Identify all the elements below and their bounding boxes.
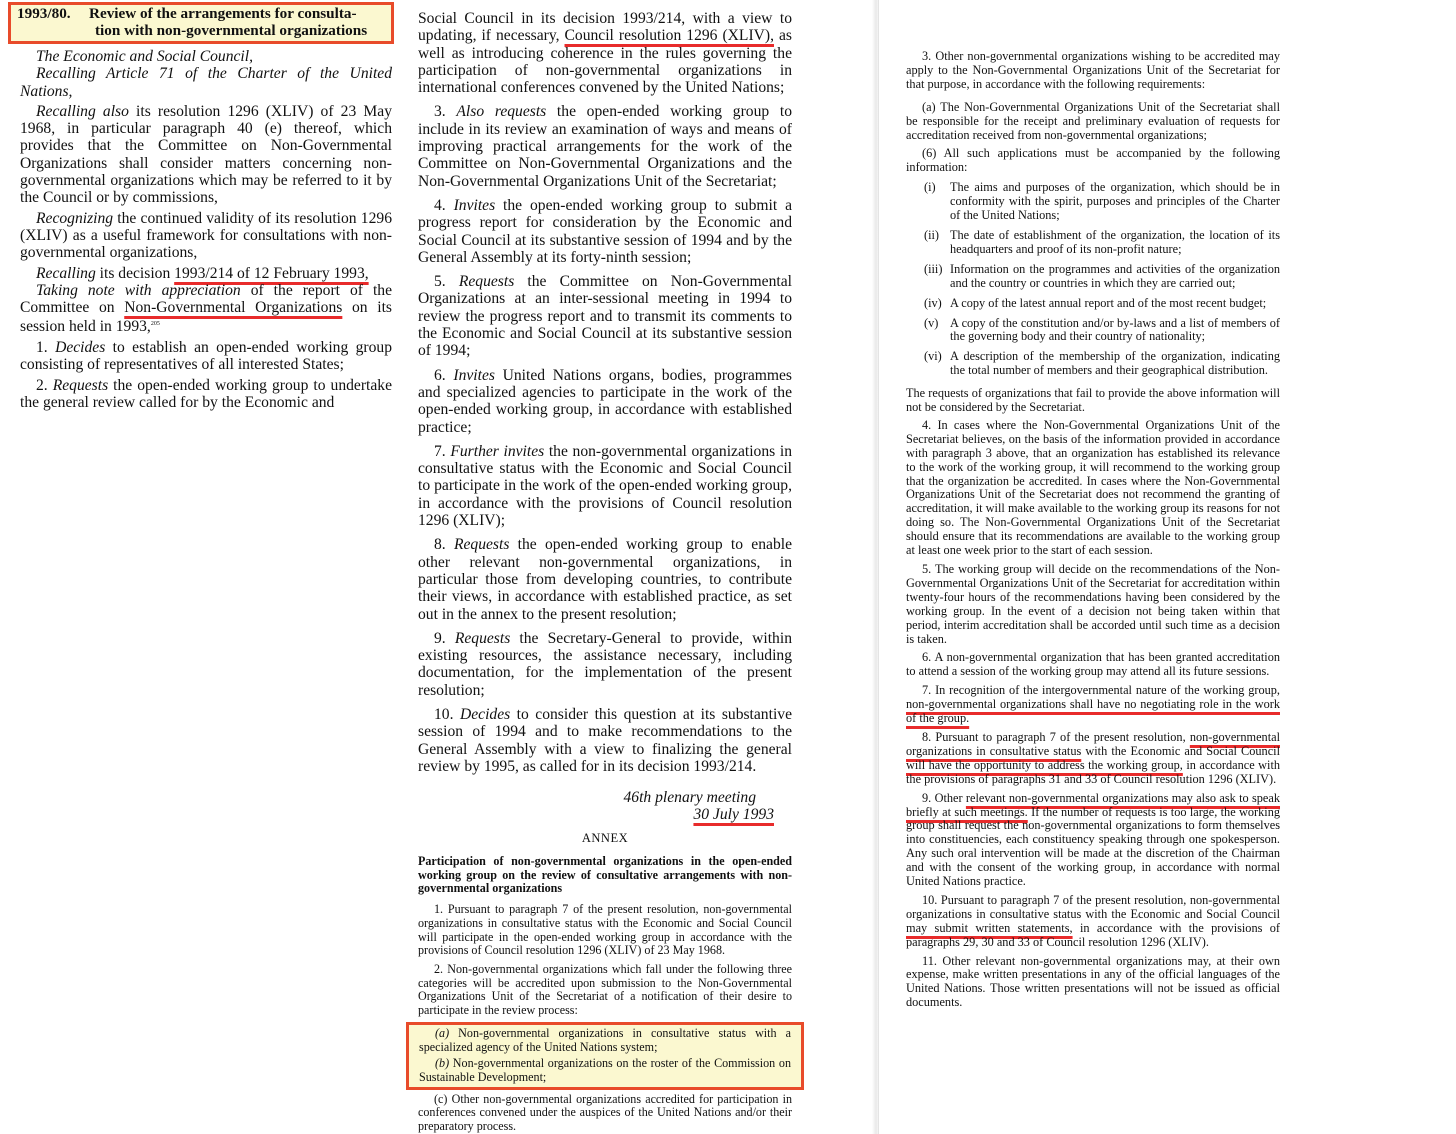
- speak-briefly-underlined: relevant non-governmental organizations may also ask to speak briefly at such meetings.: [906, 790, 1280, 819]
- para-5-num: 5.: [434, 273, 459, 291]
- annex-para-10-a: 10. Pursuant to paragraph 7 of the present resolution, non-governmental organizations in consultative status with the Economic and Social Council: [906, 892, 1280, 921]
- category-a: [419, 1027, 791, 1054]
- para-recalling-also: [20, 103, 392, 207]
- annex-para-1: 1. Pursuant to paragraph 7 of the present resolution, non-governmental organizations in consultative status with the Economic and Social Council will participate in the open-ended working group in accordance with the provisions of Council resolution 1296 (XLIV) of 23 May 1968.: [418, 902, 792, 958]
- requirement-item: [906, 297, 1280, 311]
- decision-date-underlined: 1993/214 of 12 February 1993,: [174, 264, 369, 282]
- annex-para-8: [906, 731, 1280, 787]
- para-1-verb: Decides: [55, 338, 106, 356]
- recalling-also-label: Recalling also: [36, 102, 129, 120]
- para-2-verb: Requests: [52, 376, 109, 394]
- category-b: [419, 1057, 791, 1084]
- para-recognizing: [20, 210, 392, 262]
- requirement-label: (iv): [924, 295, 942, 310]
- para-3: [418, 103, 792, 189]
- no-negotiating-role-underlined: non-governmental organizations shall have no negotiating role in the work of the group.: [906, 697, 1280, 726]
- para-5-text: the Committee on Non-Governmental Organizations at an inter-sessional meeting in 1994 to review the progress report and to transmit its comments to the Economic and Social Council at its substantive session of 1994;: [418, 273, 792, 360]
- para-2-num: 2.: [36, 376, 53, 394]
- council-resolution-underlined: Council resolution 1296 (XLIV),: [564, 27, 774, 45]
- para-2-cont: [418, 10, 792, 96]
- para-9-text: the Secretary-General to provide, within existing resources, the assistance necessary, including documentation, for the implementation of the present resolution;: [418, 629, 792, 699]
- highlighted-categories-box: [406, 1022, 804, 1090]
- requirements-list: [906, 181, 1280, 378]
- annex-para-9-a: 9. Other: [922, 790, 966, 805]
- para-6-text: United Nations organs, bodies, programmes and specialized agencies to participate in the work of the open-ended working group, in accordance with established practice;: [418, 366, 792, 436]
- para-3-num: 3.: [434, 103, 457, 121]
- requirement-label: (ii): [924, 227, 940, 242]
- requirement-label: (vi): [924, 349, 942, 364]
- annex-para-8-e: in accordance with the provisions of paragraphs 31 and 33 of Council resolution 1296 (XLIV).: [906, 757, 1281, 786]
- requirement-item: [906, 229, 1280, 257]
- annex-para-8-a: 8. Pursuant to paragraph 7 of the present resolution,: [922, 729, 1190, 744]
- para-7-text: the non-governmental organizations in consultative status with the Economic and Social Council to participate in the work of the open-ended working group, in accordance with the provisions of Council resolution 1296 (XLIV);: [418, 442, 792, 530]
- annex-para-5: 5. The working group will decide on the recommendations of the Non-Governmental Organizations Unit of the Secretariat for accreditation within twenty-four hours of the recommendations having been considered by the working group. In the event of a decision not being taken within that period, interim accreditation shall be accorded until such time as a decision is taken.: [906, 562, 1280, 646]
- annex-heading: ANNEX: [581, 830, 629, 845]
- requirement-item: [906, 350, 1280, 378]
- resolution-title: [8, 2, 394, 44]
- para-recalling-decision: [20, 265, 392, 282]
- requirement-item: [906, 263, 1280, 291]
- requirement-text: The date of establishment of the organization, the location of its headquarters and proof of its non-profit nature;: [950, 227, 1280, 256]
- para-recalling-text: Recalling Article 71 of the Charter of the United Nations,: [20, 65, 392, 100]
- recognizing-text: the continued validity of its resolution 1296 (XLIV) as a useful framework for consultations with non-governmental organizations,: [20, 209, 392, 262]
- written-statements-underlined: may submit written statements,: [906, 920, 1073, 935]
- recalling-decision-text: its decision: [95, 264, 175, 282]
- para-taking-note: [20, 282, 392, 336]
- para-8: [418, 536, 792, 622]
- requirement-text: A copy of the constitution and/or by-laws and a list of members of the governing body and their country of nationality;: [950, 315, 1280, 344]
- footnote-ref: 205: [150, 321, 160, 328]
- title-line-2: tion with non-governmental organizations: [95, 22, 368, 39]
- annex-body: [418, 855, 792, 1134]
- para-1-text: to establish an open-ended working group consisting of representatives of all interested States;: [20, 338, 392, 374]
- annex-para-9: [906, 792, 1280, 889]
- para-2-text: the open-ended working group to undertake the general review called for by the Economic and: [20, 376, 393, 411]
- para-8-num: 8.: [434, 536, 454, 554]
- para-3-text: the open-ended working group to include in its review an examination of ways and means of improving practical arrangements for the work of the Committee on Non-Governmental Organizations and the Non-Governmental Organizations Unit of the Secretariat;: [418, 103, 793, 190]
- requirement-label: (iii): [924, 261, 943, 276]
- requirement-label: (i): [924, 180, 936, 195]
- para-2-cont-c: as well as introducing coherence in the rules governing the participation of non-governmental organizations in international conferences convened by the United Nations;: [418, 27, 792, 97]
- taking-note-end: on its session held in 1993,: [20, 299, 393, 336]
- taking-note-text: of the report of the Committee on: [20, 281, 392, 317]
- title-line-1: Review of the arrangements for consulta-: [89, 5, 357, 22]
- meeting-date-line: [418, 806, 792, 823]
- requirement-text: A copy of the latest annual report and of the most recent budget;: [950, 295, 1267, 310]
- category-b-text: Non-governmental organizations on the roster of the Commission on Sustainable Development;: [419, 1056, 791, 1084]
- annex-para-11: 11. Other relevant non-governmental organizations may, at their own expense, make written presentations in any of the official languages of the United Nations. Those written presentations will not be issued as official documents.: [906, 953, 1280, 1010]
- meeting-date: 30 July 1993: [693, 806, 774, 824]
- para-7: [418, 443, 792, 529]
- recalling-also-text: its resolution 1296 (XLIV) of 23 May 1968, in particular paragraph 40 (e) thereof, which provides that the Committee on Non-Governmental Organizations shall consider matters concerning non-governmental organizations which may be referred to it by the Council or by commissions,: [20, 102, 392, 207]
- para-1-num: 1.: [36, 338, 56, 356]
- requirement-text: Information on the programmes and activities of the organization and the country or countries in which they are carried out;: [950, 261, 1280, 290]
- para-2-cont-a: Social Council in its decision 1993/214, with a view to updating, if necessary,: [418, 10, 792, 45]
- column-1: [17, 5, 393, 411]
- annex-para-10: [906, 894, 1280, 950]
- para-10-verb: Decides: [459, 705, 511, 723]
- para-3-verb: Also requests: [456, 103, 547, 121]
- recalling-label: Recalling: [36, 264, 96, 282]
- annex-title-text: Participation of non-governmental organizations in the open-ended working group on the review of consultative arrangements with non-governmental organizations: [418, 854, 792, 896]
- para-10: [418, 706, 792, 775]
- annex-para-7: [906, 684, 1280, 726]
- para-7-num: 7.: [434, 442, 451, 460]
- consultative-status-underlined: non-governmental organizations in consultative status: [906, 729, 1280, 758]
- recognizing-label: Recognizing: [36, 209, 114, 227]
- category-c: (c) Other non-governmental organizations accredited for participation in conferences convened under the auspices of the United Nations and/or their preparatory process.: [418, 1091, 792, 1134]
- requirement-label: (v): [924, 315, 939, 330]
- resolution-number: 1993/80.: [17, 5, 71, 22]
- para-9-num: 9.: [434, 629, 455, 647]
- para-4: [418, 197, 792, 266]
- para-8-text: the open-ended working group to enable other relevant non-governmental organizations, in particular those from developing countries, to contribute their views, in accordance with established practice, as set out in the annex to the present resolution;: [418, 536, 792, 623]
- para-6: [418, 367, 792, 436]
- taking-note-label: Taking note with appreciation: [36, 281, 241, 299]
- council-preamble: The Economic and Social Council,: [36, 48, 253, 65]
- requirement-item: [906, 181, 1280, 223]
- para-6-num: 6.: [434, 366, 454, 384]
- annex-para-10-c: in accordance with the provisions of paragraphs 29, 30 and 33 of Council resolution 1296 (XLIV).: [906, 920, 1281, 949]
- para-4-text: the open-ended working group to submit a progress report for consideration by the Economic and Social Council at its substantive session of 1994 and by the General Assembly at its forty-ninth session;: [418, 196, 792, 266]
- category-b-label: (b): [435, 1056, 450, 1071]
- column-3: [906, 50, 1280, 1010]
- para-7-verb: Further invites: [450, 442, 545, 460]
- requests-note: The requests of organizations that fail to provide the above information will not be considered by the Secretariat.: [906, 386, 1280, 415]
- para-2: [20, 377, 392, 412]
- para-8-verb: Requests: [453, 536, 510, 554]
- annex-para-9-c: If the number of requests is too large, the working group shall request the non-governmental organizations to form themselves into constituencies, each constituency speaking through one spokesperson. Any such oral intervention will be made at the discretion of the Chairman and with the consent of the working group, in accordance with normal United Nations practice.: [906, 804, 1280, 889]
- para-1: [20, 339, 392, 374]
- column-2: [418, 10, 792, 1134]
- para-4-num: 4.: [434, 196, 454, 214]
- annex-para-3a: (a) The Non-Governmental Organizations Unit of the Secretariat shall be responsible for the receipt and preliminary evaluation of requests for accreditation received from non-governmental organizations;: [906, 99, 1280, 142]
- para-6-verb: Invites: [453, 366, 495, 384]
- annex-para-3b: (6) All such applications must be accompanied by the following information:: [906, 146, 1280, 175]
- para-5-verb: Requests: [458, 273, 515, 291]
- para-9-verb: Requests: [454, 629, 511, 647]
- annex-para-8-c: with the Economic and Social Council: [1081, 743, 1280, 758]
- para-9: [418, 630, 792, 699]
- annex-para-2: 2. Non-governmental organizations which fall under the following three categories will be accredited upon submission to the Non-Governmental Organizations Unit of the Secretariat of a notification of their desire to participate in the review process:: [418, 961, 792, 1018]
- annex-para-4: 4. In cases where the Non-Governmental Organizations Unit of the Secretariat believes, on the basis of the information provided in accordance with paragraph 3 above, that an organization has established its relevance to the work of the working group, it will recommend to the working group that the organization be accredited. In cases where the Non-Governmental Organizations Unit of the Secretariat does not recommend the granting of accreditation, it will make available to the working group its reasons for not doing so. The Non-Governmental Organizations Unit of the Secretariat should ensure that its recommendations are available to the working group at least one week prior to the start of each session.: [906, 417, 1280, 558]
- category-a-text: Non-governmental organizations in consultative status with a specialized agency of the United Nations system;: [419, 1025, 791, 1054]
- requirement-text: The aims and purposes of the organization, which should be in conformity with the spirit, purposes and principles of the Charter of the United Nations;: [950, 180, 1280, 223]
- committee-name-underlined: Non-Governmental Organizations: [124, 299, 343, 317]
- annex-para-3: 3. Other non-governmental organizations wishing to be accredited may apply to the Non-Governmental Organizations Unit of the Secretariat for that purpose, in accordance with the following requirements:: [906, 49, 1280, 91]
- para-10-num: 10.: [434, 705, 460, 723]
- annex-title: [418, 855, 792, 896]
- para-4-verb: Invites: [453, 196, 496, 214]
- para-recalling: [20, 65, 392, 100]
- annex-para-7-a: 7. In recognition of the intergovernmental nature of the working group,: [922, 683, 1280, 698]
- meeting-label: 46th plenary meeting: [623, 789, 756, 807]
- para-10-text: to consider this question at its substantive session of 1994 and to make recommendations to the General Assembly with a view to finalizing the general review by 1995, as called for in its decision 1993/214.: [418, 705, 792, 775]
- address-working-group-underlined: will have the opportunity to address the working group,: [906, 757, 1183, 772]
- annex-para-6: 6. A non-governmental organization that has been granted accreditation to attend a session of the working group may attend all its future sessions.: [906, 650, 1280, 679]
- requirement-item: [906, 317, 1280, 345]
- requirement-text: A description of the membership of the organization, indicating the total number of members and their geographical distribution.: [950, 349, 1280, 378]
- category-a-label: (a): [435, 1025, 450, 1040]
- para-5: [418, 273, 792, 359]
